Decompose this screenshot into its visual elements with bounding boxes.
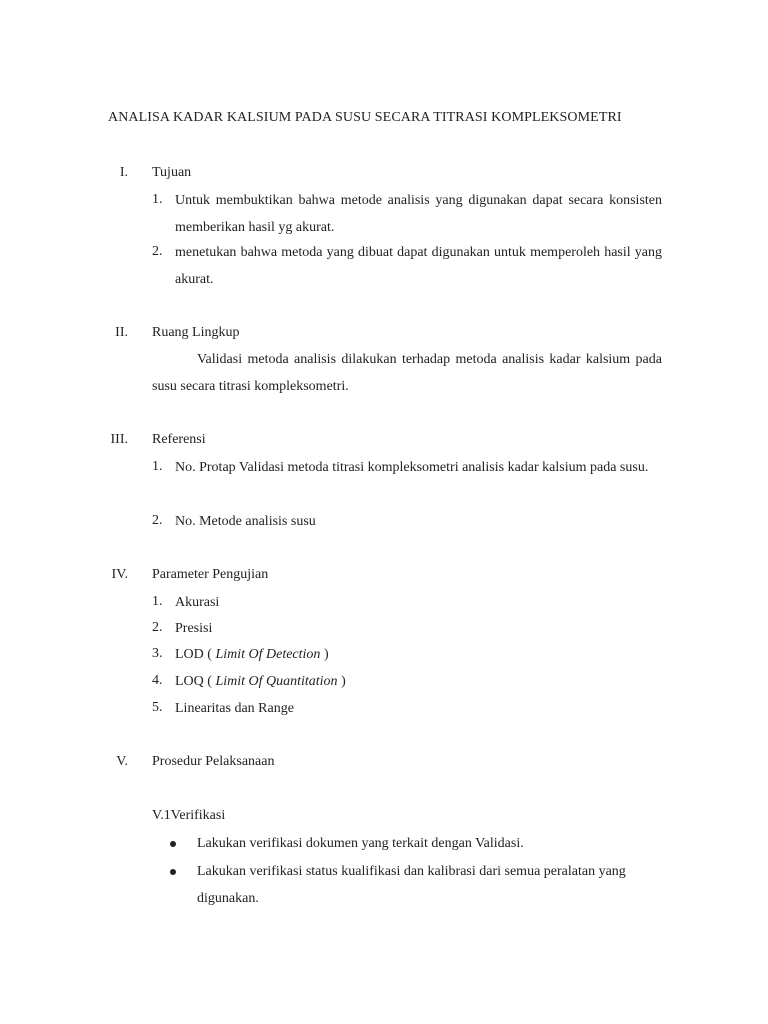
list-item [152, 187, 662, 241]
list-item-number: 3. [152, 646, 163, 661]
bullet-icon [170, 841, 176, 847]
bullet-icon [170, 869, 176, 875]
section-heading-tujuan: Tujuan [152, 165, 192, 180]
section-numeral: I. [119, 165, 128, 180]
bullet-item-text: Lakukan verifikasi dokumen yang terkait dengan Validasi. [197, 836, 524, 851]
list-item-prefix: LOD ( [175, 647, 216, 662]
section-numeral: II. [115, 325, 128, 340]
list-item [152, 615, 662, 642]
list-item-number: 2. [152, 620, 163, 635]
list-item-suffix: ) [337, 674, 346, 689]
list-item-number: 1. [152, 192, 163, 207]
subsection-heading-verifikasi: V.1Verifikasi [152, 808, 226, 823]
list-item-text: No. Metode analisis susu [175, 514, 316, 529]
list-item-italic: Limit Of Quantitation [215, 674, 338, 689]
list-item-text: Linearitas dan Range [175, 701, 294, 716]
list-item-prefix: LOQ ( [175, 674, 216, 689]
list-item-number: 1. [152, 594, 163, 609]
list-item [152, 589, 662, 616]
list-item [152, 454, 662, 508]
section-heading-referensi: Referensi [152, 432, 206, 447]
section-numeral: III. [110, 432, 128, 447]
list-item [152, 239, 662, 293]
bullet-item [170, 830, 662, 857]
list-item [152, 508, 662, 535]
list-item-text [175, 641, 662, 668]
list-item-text: Akurasi [175, 595, 220, 610]
list-item-text: No. Protap Validasi metoda titrasi kompleksometri analisis kadar kalsium pada susu. [175, 460, 649, 475]
list-item-number: 4. [152, 673, 163, 688]
list-item-number: 1. [152, 459, 163, 474]
list-item [152, 668, 662, 695]
section-heading-prosedur-pelaksanaan: Prosedur Pelaksanaan [152, 754, 275, 769]
document-title: ANALISA KADAR KALSIUM PADA SUSU SECARA TITRASI KOMPLEKSOMETRI [108, 110, 622, 125]
list-item-text: Untuk membuktikan bahwa metode analisis yang digunakan dapat secara konsisten memberikan hasil yg akurat. [175, 193, 662, 235]
list-item-text [175, 668, 662, 695]
list-item-suffix: ) [320, 647, 329, 662]
bullet-item [170, 858, 662, 912]
list-item-number: 2. [152, 513, 163, 528]
list-item-number: 5. [152, 700, 163, 715]
section-numeral: V. [116, 754, 128, 769]
list-item-number: 2. [152, 244, 163, 259]
bullet-item-text: Lakukan verifikasi status kualifikasi dan kalibrasi dari semua peralatan yang digunakan. [197, 864, 626, 906]
section-heading-parameter-pengujian: Parameter Pengujian [152, 567, 269, 582]
list-item [152, 641, 662, 668]
list-item [152, 695, 662, 722]
list-item-text: menetukan bahwa metoda yang dibuat dapat digunakan untuk memperoleh hasil yang akurat. [175, 245, 662, 287]
list-item-italic: Limit Of Detection [215, 647, 321, 662]
list-item-text: Presisi [175, 621, 213, 636]
section-paragraph: Validasi metoda analisis dilakukan terhadap metoda analisis kadar kalsium pada susu secara titrasi kompleksometri. [152, 352, 662, 394]
section-numeral: IV. [111, 567, 128, 582]
section-heading-ruang-lingkup: Ruang Lingkup [152, 325, 240, 340]
